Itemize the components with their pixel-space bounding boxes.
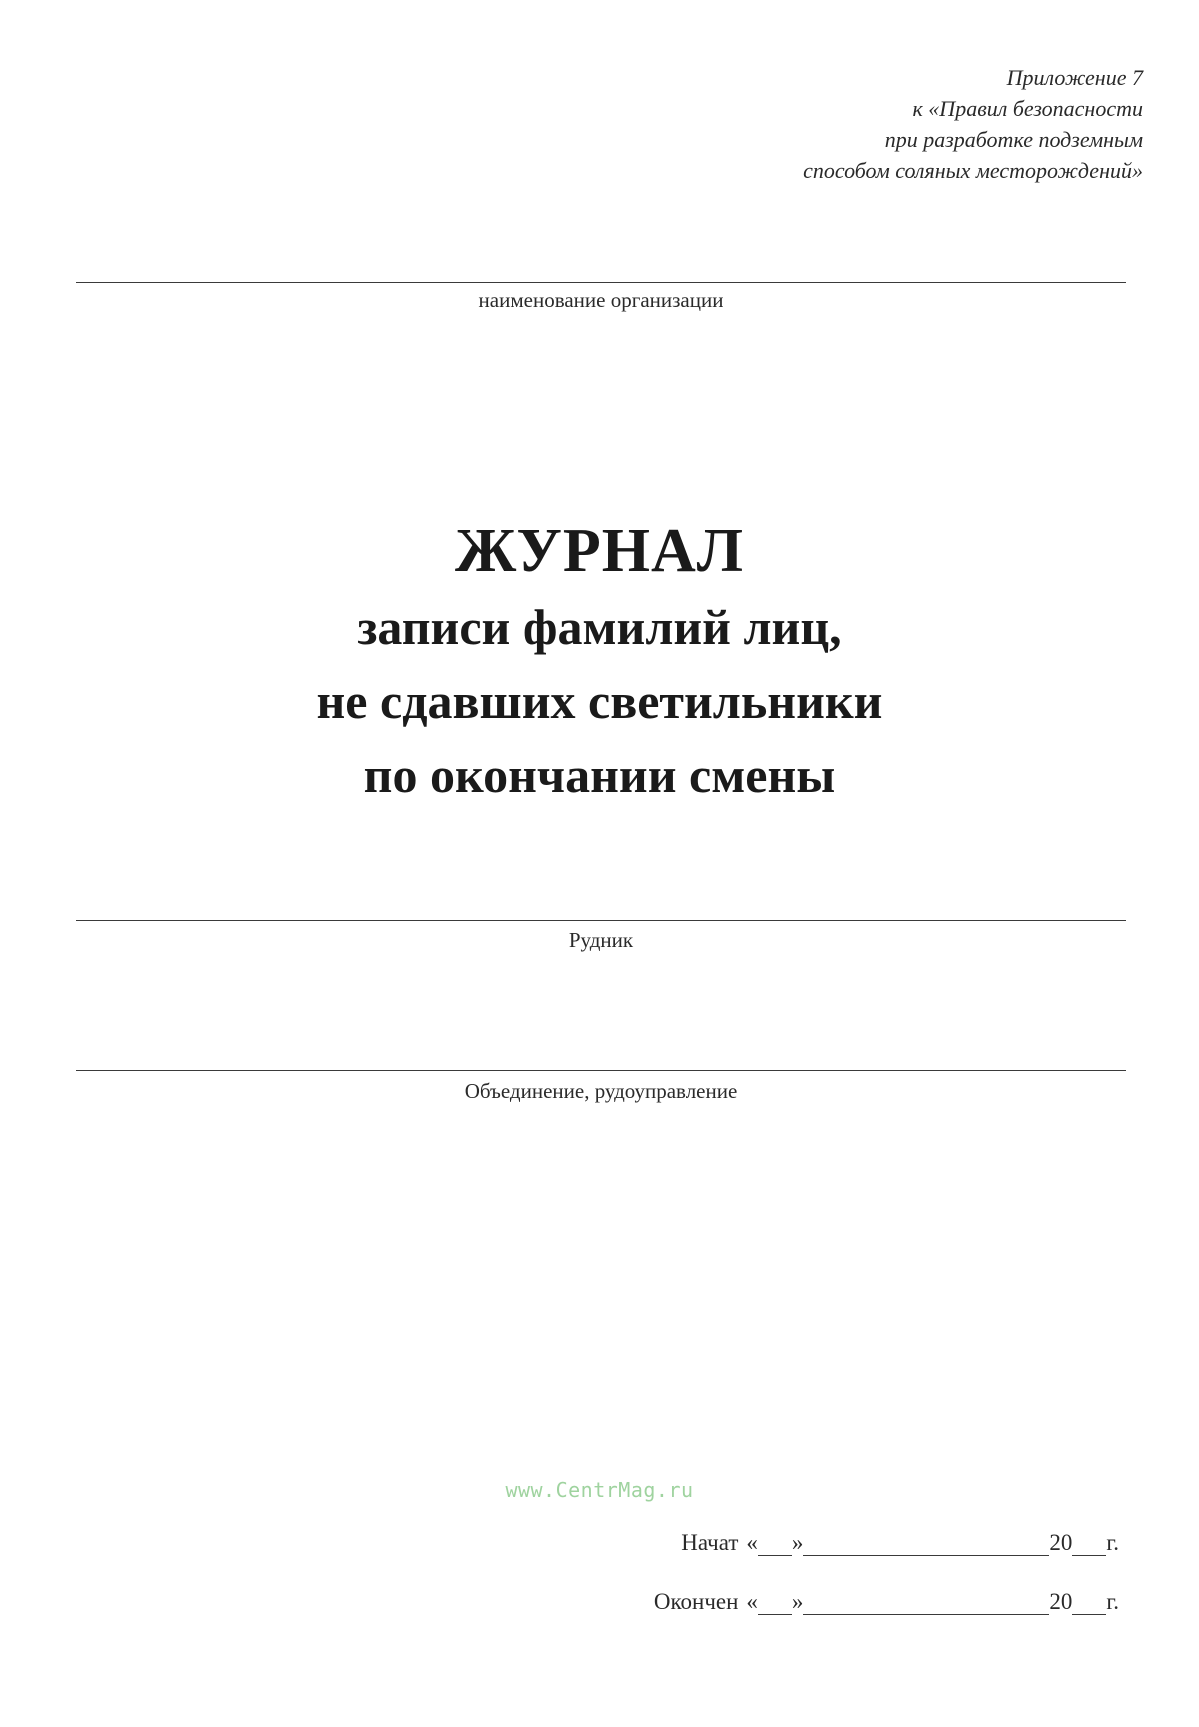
year-suffix: г. — [1106, 1530, 1119, 1555]
started-date-row — [681, 1526, 1119, 1556]
year-prefix: 20 — [1049, 1589, 1073, 1614]
title-line: записи фамилий лиц, — [357, 599, 842, 655]
journal-title — [0, 512, 1199, 812]
year-blank — [1072, 1533, 1106, 1556]
close-quote: » — [791, 1589, 804, 1614]
open-quote: « — [746, 1589, 758, 1614]
finished-label: Окончен — [653, 1589, 739, 1614]
open-quote: « — [746, 1530, 758, 1555]
association-line — [76, 1070, 1126, 1071]
association-caption: Объединение, рудоуправление — [464, 1079, 738, 1103]
year-prefix: 20 — [1049, 1530, 1073, 1555]
appendix-note — [803, 62, 1143, 186]
day-blank — [758, 1592, 792, 1615]
close-quote: » — [791, 1530, 804, 1555]
title-line: не сдавших светильники — [316, 673, 883, 729]
title-line: по окончании смены — [363, 747, 836, 803]
watermark: www.CentrMag.ru — [505, 1478, 694, 1502]
started-label: Начат — [681, 1530, 739, 1555]
appendix-line: к «Правил безопасности — [912, 96, 1143, 121]
month-blank — [803, 1592, 1049, 1615]
mine-line — [76, 920, 1126, 921]
title-main: ЖУРНАЛ — [455, 517, 744, 585]
finished-date-row — [654, 1585, 1119, 1615]
month-blank — [803, 1533, 1049, 1556]
appendix-line: способом соляных месторождений» — [803, 158, 1143, 183]
organization-caption: наименование организации — [478, 288, 724, 312]
year-suffix: г. — [1106, 1589, 1119, 1614]
appendix-line: Приложение 7 — [1006, 65, 1143, 90]
organization-line — [76, 282, 1126, 283]
mine-caption: Рудник — [568, 928, 634, 952]
appendix-line: при разработке подземным — [884, 127, 1143, 152]
day-blank — [758, 1533, 792, 1556]
year-blank — [1072, 1592, 1106, 1615]
